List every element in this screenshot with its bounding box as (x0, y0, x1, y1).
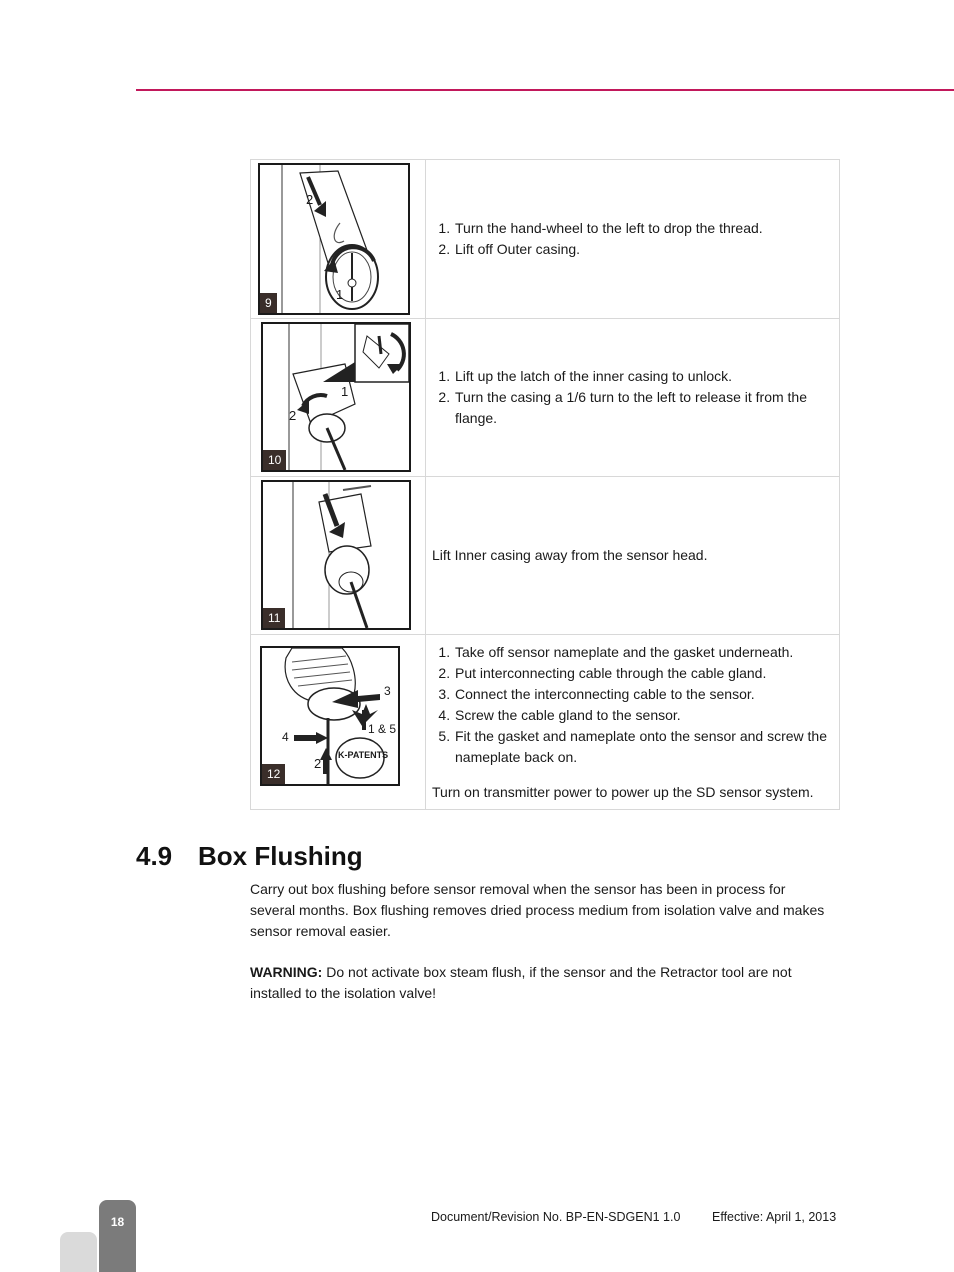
instruction-item: 2. Put interconnecting cable through the cable gland. (454, 663, 829, 684)
figure-12-illustration (260, 646, 400, 786)
figure-callout: 2 (306, 192, 314, 207)
figure-cell (251, 635, 426, 810)
instruction-item: 4. Screw the cable gland to the sensor. (454, 705, 829, 726)
figure-10-illustration (261, 322, 411, 472)
instruction-cell (426, 477, 840, 635)
instruction-item: 3. Connect the interconnecting cable to the sensor. (454, 684, 829, 705)
section-paragraph: Carry out box flushing before sensor removal when the sensor has been in process for several months. Box flushing removes dried process medium from isolation valve and makes sensor removal easier. (250, 881, 825, 939)
instruction-cell (426, 635, 840, 810)
instruction-item: 1. Lift up the latch of the inner casing to unlock. (454, 366, 829, 387)
header-rule (136, 89, 954, 91)
figure-callout: 4 (282, 730, 289, 744)
document-revision: Document/Revision No. BP-EN-SDGEN1 1.0 (431, 1210, 681, 1224)
warning-text: Do not activate box steam flush, if the sensor and the Retractor tool are not installed to the isolation valve! (250, 964, 792, 1001)
figure-cell (251, 319, 426, 477)
figure-callout: 1 (336, 287, 344, 302)
figure-cell (251, 477, 426, 635)
effective-date: Effective: April 1, 2013 (712, 1210, 837, 1224)
figure-11-illustration (261, 480, 411, 630)
warning-paragraph (250, 962, 830, 1004)
instruction-cell (426, 160, 840, 319)
instruction-note: Turn on transmitter power to power up the SD sensor system. (432, 783, 814, 800)
instruction-item: 2. Lift off Outer casing. (454, 239, 829, 260)
step-row (251, 319, 840, 477)
section-heading (136, 841, 363, 872)
figure-number-badge: 11 (263, 608, 285, 628)
figure-callout: 2 (314, 756, 322, 771)
figure-number-badge: 12 (262, 764, 285, 784)
section-title: Box Flushing (198, 841, 363, 871)
k-patents-logo: K-PATENTS (338, 750, 389, 760)
instruction-item: 1. Turn the hand-wheel to the left to drop the thread. (454, 218, 829, 239)
figure-9-illustration (258, 163, 410, 315)
sensor-drawing (260, 165, 408, 313)
instruction-list (432, 642, 829, 768)
figure-callout: 3 (384, 684, 391, 698)
step-row (251, 635, 840, 810)
instruction-item: 2. Turn the casing a 1/6 turn to the left to release it from the flange. (454, 387, 829, 429)
section-number: 4.9 (136, 841, 173, 871)
figure-callout: 1 & 5 (368, 722, 397, 736)
figure-number-badge: 9 (260, 293, 277, 313)
sensor-drawing (263, 482, 409, 628)
figure-number-badge: 10 (263, 450, 286, 470)
step-row (251, 477, 840, 635)
instruction-item: 1. Take off sensor nameplate and the gasket underneath. (454, 642, 829, 663)
instruction-list (432, 366, 829, 429)
figure-callout: 1 (341, 384, 349, 399)
step-row (251, 160, 840, 319)
instruction-cell (426, 319, 840, 477)
warning-label: WARNING: (250, 964, 323, 980)
figure-cell (251, 160, 426, 319)
instruction-text: Lift Inner casing away from the sensor head. (432, 547, 708, 563)
page-tab (99, 1200, 136, 1272)
instruction-list (432, 218, 829, 260)
instruction-item: 5. Fit the gasket and nameplate onto the sensor and screw the nameplate back on. (454, 726, 829, 768)
figure-callout: 2 (289, 408, 297, 423)
sensor-drawing (263, 324, 409, 470)
page-number: 18 (110, 1215, 125, 1229)
page-tab-decoration (60, 1232, 97, 1272)
procedure-table (250, 159, 840, 810)
